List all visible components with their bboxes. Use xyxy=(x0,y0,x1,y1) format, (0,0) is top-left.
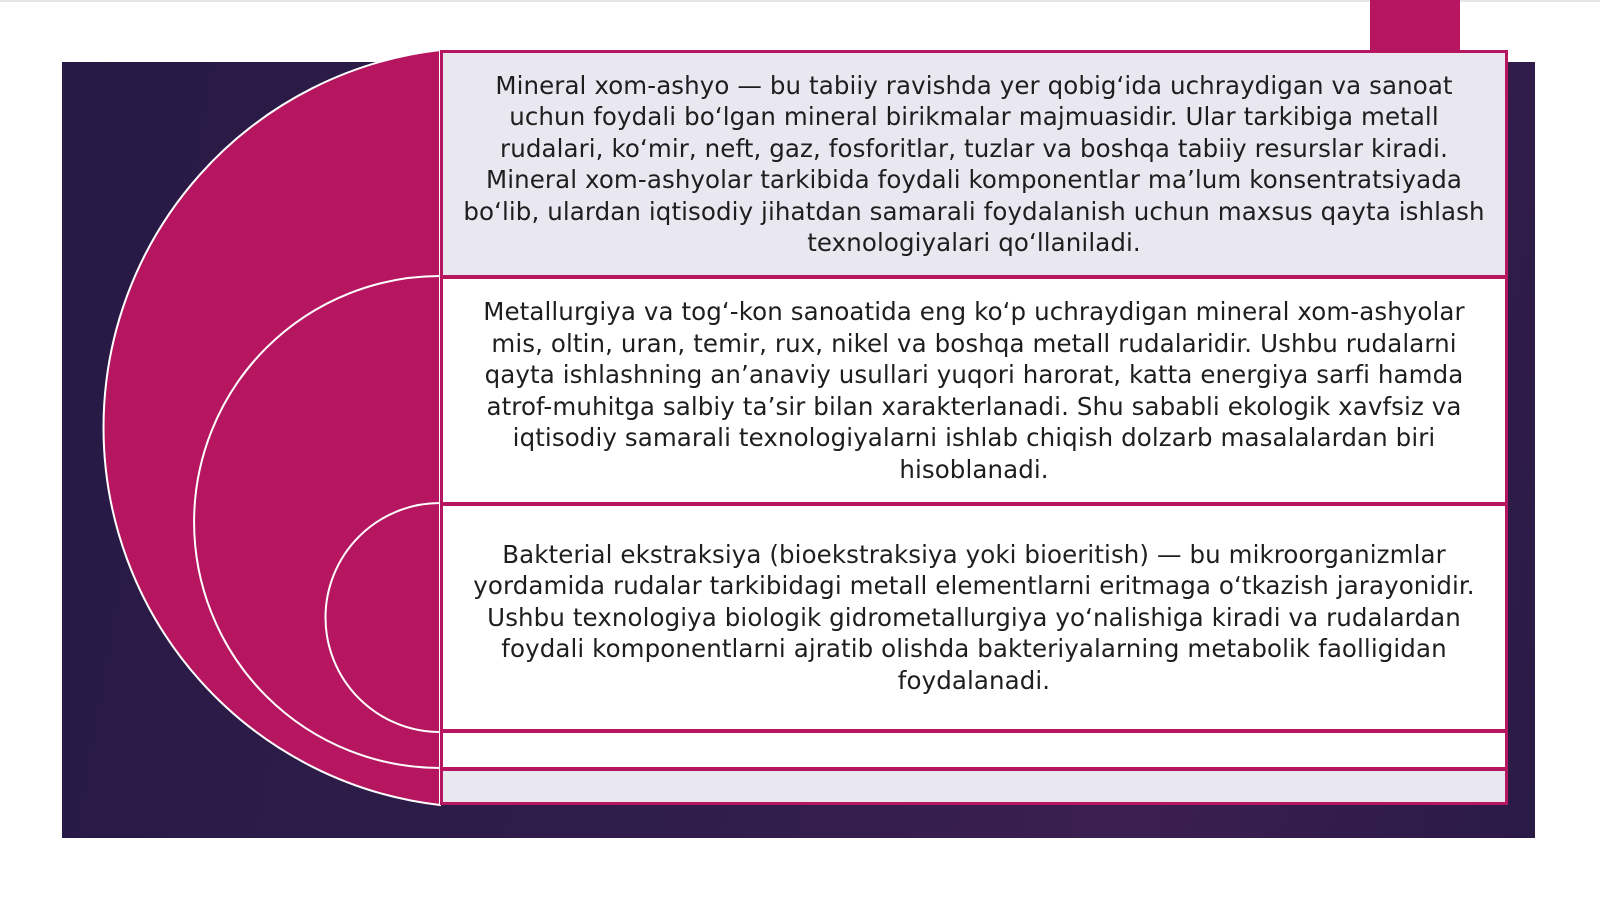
text-box-mineral-raw-materials xyxy=(440,50,1508,278)
text-box-bacterial-extraction xyxy=(440,503,1508,732)
paragraph-mineral-raw-materials: Mineral xom-ashyo — bu tabiiy ravishda yer qobig‘ida uchraydigan va sanoat uchun foydali bo‘lgan mineral birikmalar majmuasidir. Ular tarkibiga metall rudalari, ko‘mir, neft, gaz, fosforitlar, tuzlar va boshqa tabiiy resurslar kiradi. Mineral xom-ashyolar tarkibida foydali komponentlar ma’lum konsentratsiyada bo‘lib, ulardan iqtisodiy jihatdan samarali foydalanish uchun maxsus qayta ishlash texnologiyalari qo‘llaniladi. xyxy=(463,70,1485,257)
paragraph-metallurgy: Metallurgiya va tog‘-kon sanoatida eng ko‘p uchraydigan mineral xom-ashyolar mis, oltin, uran, temir, rux, nikel va boshqa metall rudalaridir. Ushbu rudalarni qayta ishlashning an’anaviy usullari yuqori harorat, katta energiya sarfi hamda atrof-muhitga salbiy ta’sir bilan xarakterlanadi. Shu sababli ekologik xavfsiz va iqtisodiy samarali texnologiyalarni ishlab chiqish dolzarb masalalardan biri hisoblanadi. xyxy=(483,297,1465,484)
paragraph-bacterial-extraction: Bakterial ekstraksiya (bioekstraksiya yoki bioeritish) — bu mikroorganizmlar yordamida rudalar tarkibidagi metall elementlarni eritmaga o‘tkazish jarayonidir. Ushbu texnologiya biologik gidrometallurgiya yo‘nalishiga kiradi va rudalardan foydali komponentlarni ajratib olishda bakteriyalarning metabolik faolligidan foydalanadi. xyxy=(473,539,1475,695)
text-box-metallurgy xyxy=(440,276,1508,505)
outer-arc xyxy=(104,50,440,805)
empty-box-4 xyxy=(440,730,1508,770)
empty-box-5 xyxy=(440,768,1508,805)
